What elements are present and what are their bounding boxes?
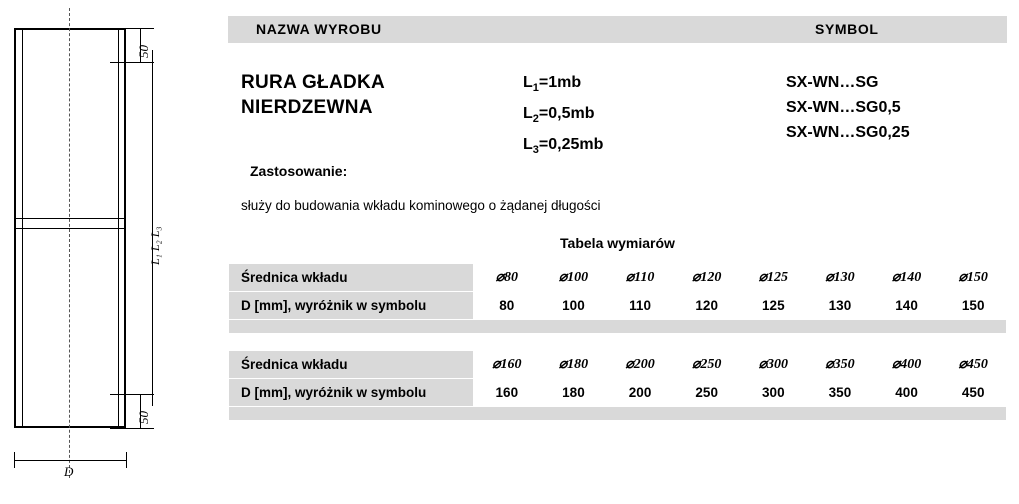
technical-drawing bbox=[0, 0, 228, 504]
cell-code: 125 bbox=[740, 292, 807, 320]
cell-code: 450 bbox=[940, 379, 1007, 407]
spacer-cell bbox=[229, 407, 1007, 421]
dim-bottom-ext-lower bbox=[110, 428, 154, 429]
cell-code: 180 bbox=[540, 379, 607, 407]
cell-code: 200 bbox=[607, 379, 674, 407]
header-symbol-label: SYMBOL bbox=[815, 21, 879, 37]
cell-diameter: ⌀350 bbox=[807, 351, 874, 379]
row-label-diameter: Średnica wkładu bbox=[229, 351, 474, 379]
cell-code: 250 bbox=[673, 379, 740, 407]
product-title-line-1: RURA GŁADKA bbox=[241, 72, 386, 93]
cell-code: 350 bbox=[807, 379, 874, 407]
cell-code: 160 bbox=[474, 379, 541, 407]
cell-code: 130 bbox=[807, 292, 874, 320]
symbol-variant-3: SX-WN…SG0,25 bbox=[786, 124, 910, 141]
cell-code: 150 bbox=[940, 292, 1007, 320]
cell-diameter: ⌀120 bbox=[673, 264, 740, 292]
cell-diameter: ⌀400 bbox=[873, 351, 940, 379]
row-label-code: D [mm], wyróżnik w symbolu bbox=[229, 292, 474, 320]
dimensions-table-block-2 bbox=[228, 350, 1007, 421]
usage-text: służy do budowania wkładu kominowego o żądanej długości bbox=[241, 198, 601, 213]
symbol-variant-1: SX-WN…SG bbox=[786, 74, 879, 91]
table-row bbox=[229, 351, 1007, 379]
cell-diameter: ⌀100 bbox=[540, 264, 607, 292]
cell-diameter: ⌀200 bbox=[607, 351, 674, 379]
header-bar bbox=[228, 16, 1007, 43]
dim-top-ext-lower bbox=[110, 62, 154, 63]
spacer-cell bbox=[229, 320, 1007, 334]
datasheet-content bbox=[228, 0, 1019, 504]
length-variant-2: $L_2=0,5mb$ bbox=[523, 105, 595, 126]
dimensions-table-title: Tabela wymiarów bbox=[560, 235, 675, 251]
cell-code: 140 bbox=[873, 292, 940, 320]
cell-code: 300 bbox=[740, 379, 807, 407]
cell-diameter: ⌀140 bbox=[873, 264, 940, 292]
dim-diameter-tick-right bbox=[126, 452, 127, 468]
table-row bbox=[229, 379, 1007, 407]
product-title bbox=[241, 70, 385, 120]
cell-code: 80 bbox=[474, 292, 541, 320]
cell-diameter: ⌀125 bbox=[740, 264, 807, 292]
cell-diameter: ⌀110 bbox=[607, 264, 674, 292]
cell-code: 400 bbox=[873, 379, 940, 407]
row-label-code: D [mm], wyróżnik w symbolu bbox=[229, 379, 474, 407]
table-spacer-row bbox=[229, 407, 1007, 421]
header-product-name-label: NAZWA WYROBU bbox=[256, 21, 382, 37]
length-variants bbox=[523, 70, 603, 164]
cell-diameter: ⌀150 bbox=[940, 264, 1007, 292]
usage-title: Zastosowanie: bbox=[250, 163, 348, 179]
dim-length-label: L₁ L₂ L₃ bbox=[148, 226, 162, 265]
pipe-section-line-1 bbox=[14, 218, 126, 219]
cell-code: 110 bbox=[607, 292, 674, 320]
cell-diameter: ⌀80 bbox=[474, 264, 541, 292]
length-variant-3: $L_3=0,25mb$ bbox=[523, 136, 604, 157]
symbol-variant-2: SX-WN…SG0,5 bbox=[786, 99, 901, 116]
symbol-variants bbox=[786, 70, 910, 145]
dim-bottom-ext-upper bbox=[110, 394, 154, 395]
pipe-center-axis bbox=[69, 8, 70, 478]
row-label-diameter: Średnica wkładu bbox=[229, 264, 474, 292]
length-variant-1: $L_1=1mb$ bbox=[523, 74, 582, 95]
dim-diameter-tick-left bbox=[14, 452, 15, 468]
dim-top-label: 50 bbox=[136, 45, 151, 58]
cell-diameter: ⌀250 bbox=[673, 351, 740, 379]
dim-bottom-label: 50 bbox=[136, 411, 151, 424]
table-row bbox=[229, 292, 1007, 320]
table-spacer-row bbox=[229, 320, 1007, 334]
dim-diameter-label: D bbox=[64, 464, 74, 479]
cell-diameter: ⌀180 bbox=[540, 351, 607, 379]
pipe-section-line-2 bbox=[14, 228, 126, 229]
cell-code: 120 bbox=[673, 292, 740, 320]
cell-diameter: ⌀300 bbox=[740, 351, 807, 379]
cell-code: 100 bbox=[540, 292, 607, 320]
dimensions-table-block-1 bbox=[228, 263, 1007, 334]
cell-diameter: ⌀130 bbox=[807, 264, 874, 292]
dim-diameter-line bbox=[14, 460, 126, 461]
cell-diameter: ⌀450 bbox=[940, 351, 1007, 379]
product-title-line-2: NIERDZEWNA bbox=[241, 97, 373, 118]
cell-diameter: ⌀160 bbox=[474, 351, 541, 379]
dim-top-ext-upper bbox=[110, 28, 154, 29]
table-row bbox=[229, 264, 1007, 292]
